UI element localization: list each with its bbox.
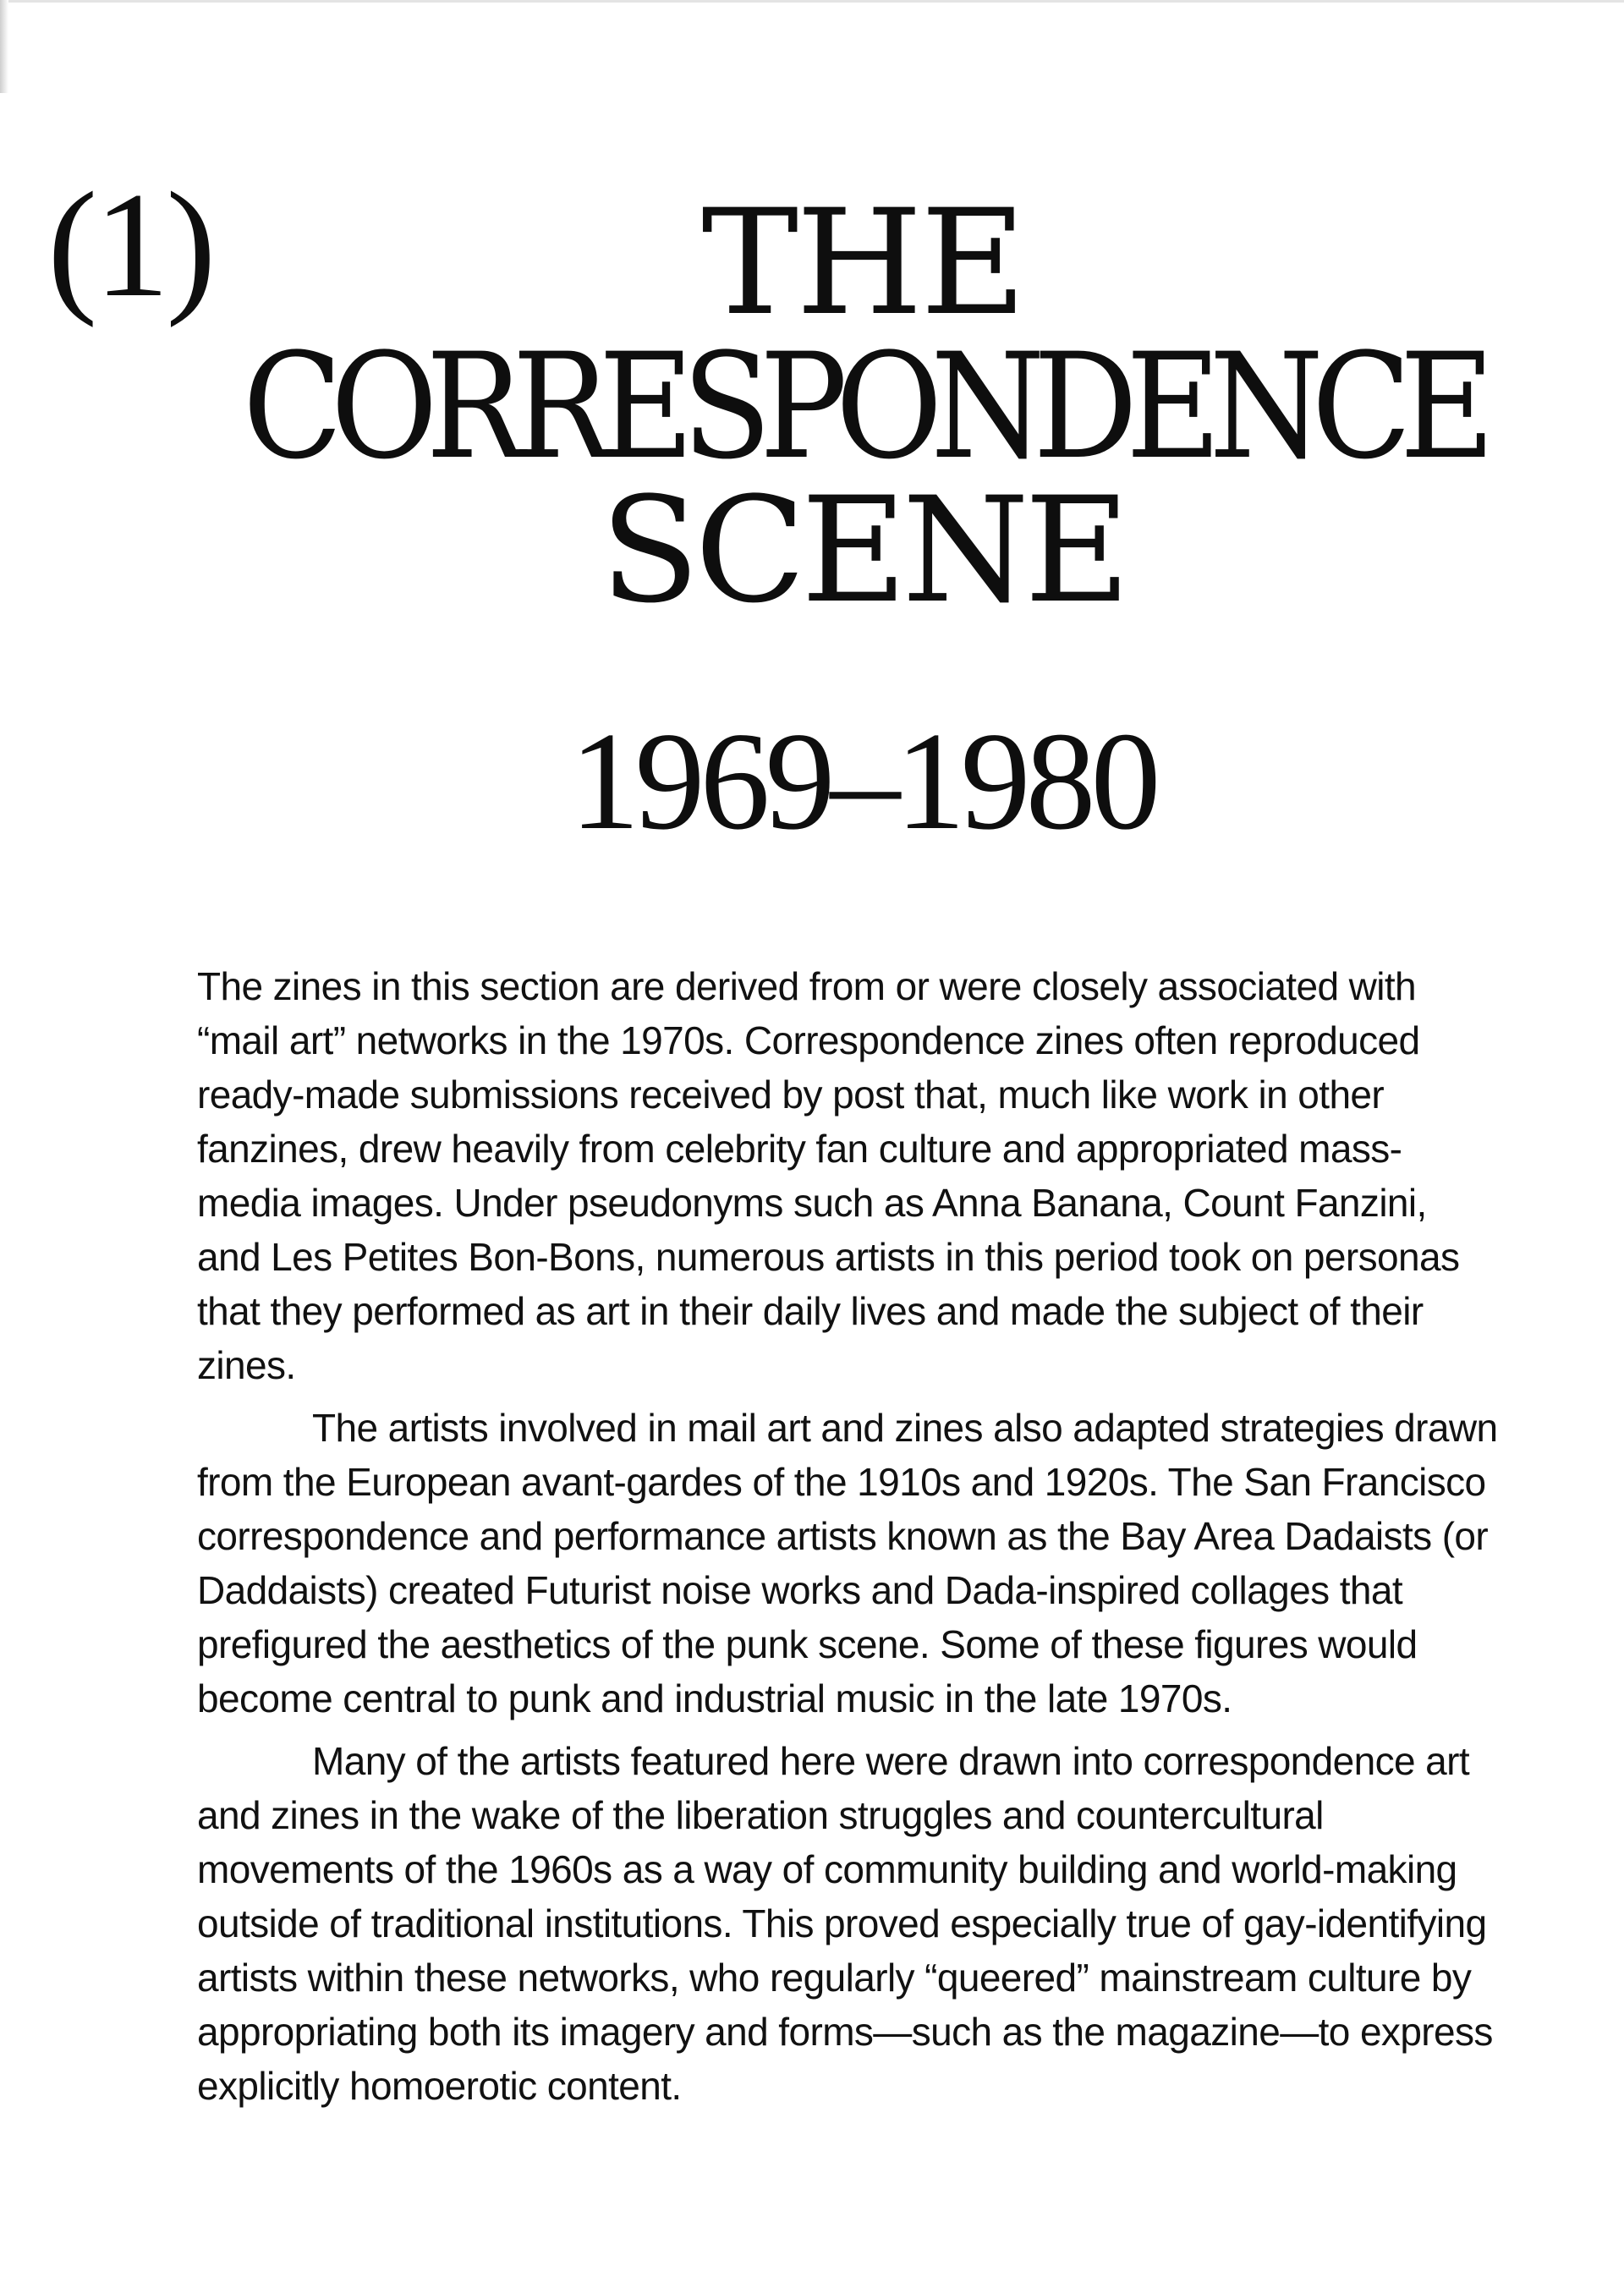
title-line-scene: SCENE xyxy=(600,465,1126,635)
page-top-edge xyxy=(0,0,1624,3)
date-range: 1969–1980 xyxy=(569,703,1156,859)
title-line-correspondence: CORRESPONDENCE xyxy=(242,321,1484,491)
title-line-the: THE xyxy=(701,178,1024,348)
paragraph-community: Many of the artists featured here were drawn into correspondence art and zines in the wake of the liberation struggles and countercultural movements of the 1960s as a way of community building and world-making outside of traditional institutions. This proved especially true of gay-identifying artists within these networks, who regularly “queered” mainstream culture by appropriating both its imagery and forms—such as the magazine—to express explicitly homoerotic content. xyxy=(197,1739,1493,2108)
body-text xyxy=(197,959,1500,2113)
paragraph-avant-garde: The artists involved in mail art and zines also adapted strategies drawn from the European avant-gardes of the 1910s and 1920s. The San Francisco correspondence and performance artists known as the Bay Area Dadaists (or Daddaists) created Futurist noise works and Dada-inspired collages that prefigured the aesthetics of the punk scene. Some of these figures would become central to punk and industrial music in the late 1970s. xyxy=(197,1406,1498,1720)
section-number: (1) xyxy=(47,161,213,328)
paragraph-mail-art: The zines in this section are derived from or were closely associated with “mail art” networks in the 1970s. Correspondence zines often reproduced ready-made submissions received by post that, much like work in other fanzines, drew heavily from celebrity fan culture and appropriated mass-media images. Under pseudonyms such as Anna Banana, Count Fanzini, and Les Petites Bon-Bons, numerous artists in this period took on personas that they performed as art in their daily lives and made the subject of their zines. xyxy=(197,964,1460,1387)
scan-edge-shadow xyxy=(0,0,8,93)
